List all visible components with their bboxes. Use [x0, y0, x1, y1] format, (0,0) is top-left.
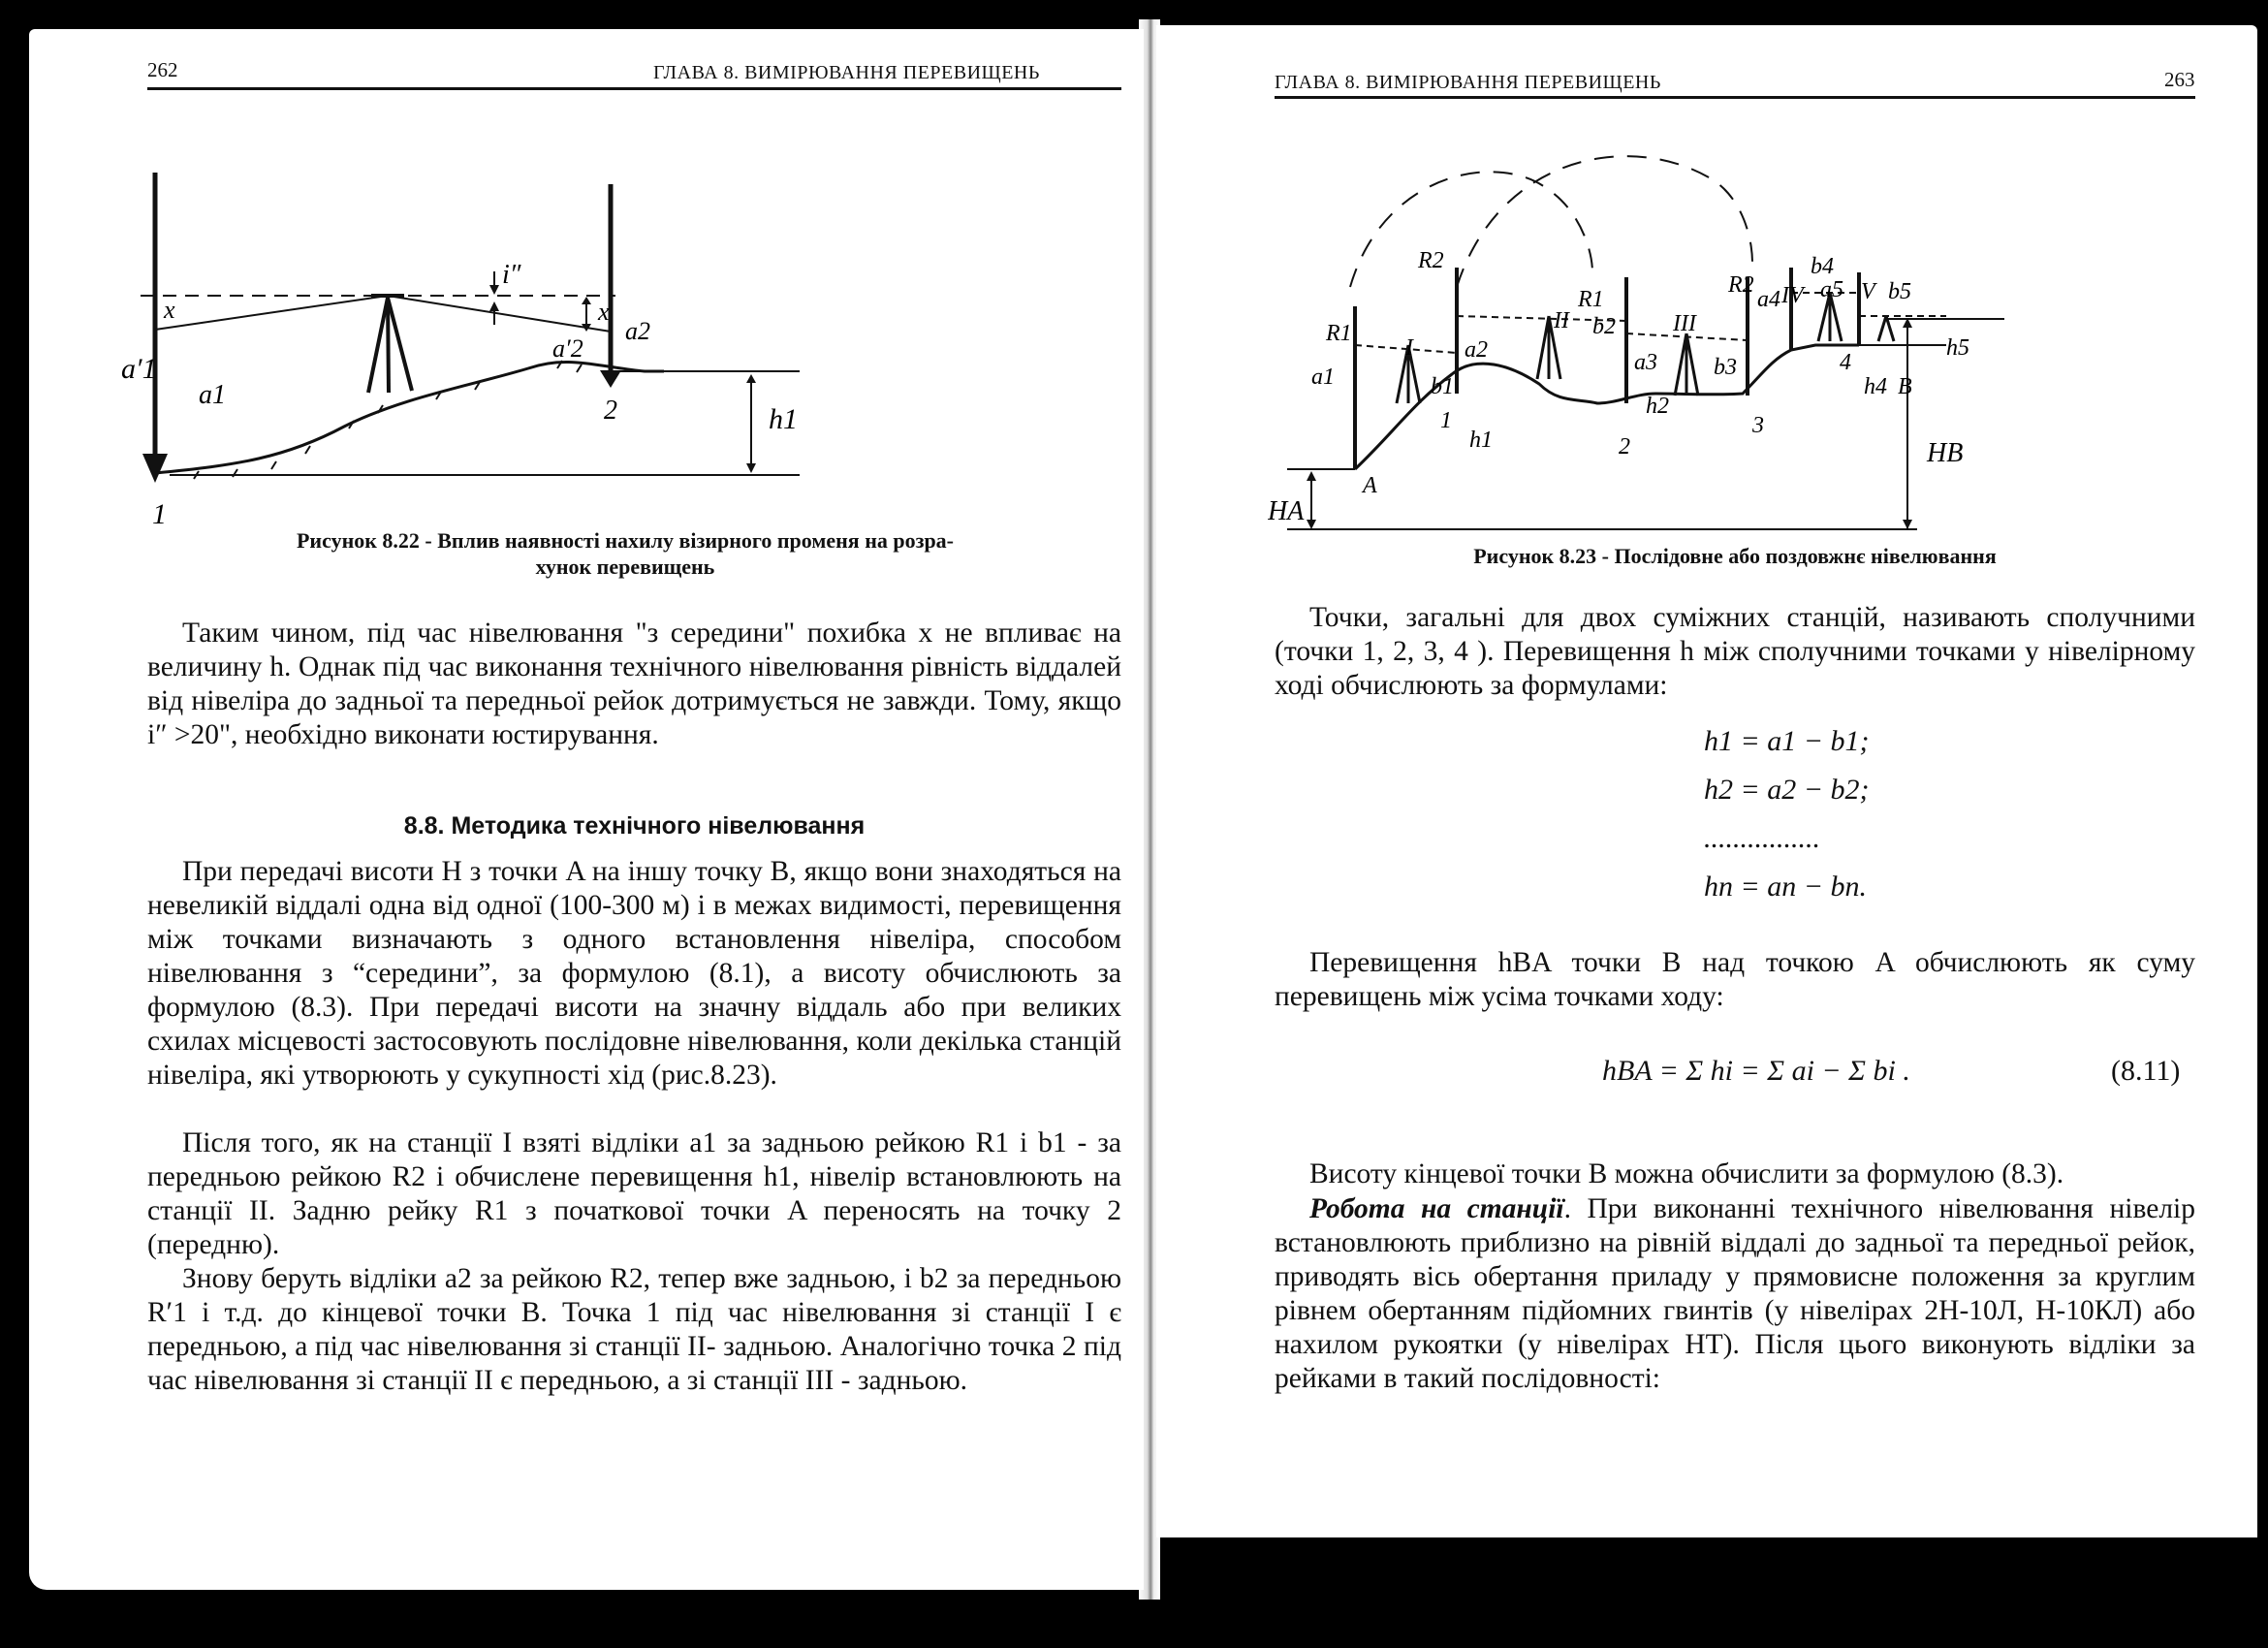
paragraph-1: Таким чином, під час нівелювання "з середини" похибка x не впливає на величину h. Однак під час виконання технічного нівелювання рівність віддалей від нівеліра до задньої та передньої рейок дотримується не завжди. Тому, якщо i″ >20", необхідно виконати юстирування. — [147, 618, 1121, 750]
label-h1: h1 — [1469, 428, 1493, 453]
label-p2: 2 — [1619, 434, 1630, 460]
label-p1: 1 — [1440, 408, 1452, 433]
label-a1: a1 — [1311, 364, 1335, 390]
label-x-left: x — [164, 296, 175, 324]
label-a2: a2 — [625, 317, 650, 345]
label-a4: a4 — [1757, 287, 1780, 312]
label-a1: a1 — [199, 380, 226, 410]
figure-8-23 — [1268, 112, 2218, 558]
label-a1-prime: a′1 — [121, 353, 157, 385]
formula-h1: h1 = a1 − b1; — [1704, 725, 1870, 757]
label-R1: R1 — [1326, 321, 1352, 346]
label-a2: a2 — [1465, 337, 1488, 363]
label-b1: b1 — [1431, 374, 1454, 399]
figure-8-22 — [121, 145, 1052, 533]
label-II: II — [1554, 308, 1569, 333]
label-h4: h4 — [1864, 374, 1887, 399]
label-b2: b2 — [1592, 314, 1616, 339]
paragraph-3: Висоту кінцевої точки B можна обчислити за формулою (8.3). — [1309, 1158, 2064, 1189]
label-V: V — [1861, 279, 1875, 304]
paragraph-2: Перевищення hBA точки B над точкою A обчислюють як суму перевищень між усіма точками ходу: — [1275, 947, 2195, 1012]
label-III: III — [1673, 311, 1696, 336]
label-x-right: x — [598, 298, 610, 326]
label-HB: HB — [1927, 438, 1964, 468]
label-R2b: R2 — [1728, 272, 1754, 298]
equation-number: (8.11) — [2111, 1055, 2181, 1087]
label-i: i″ — [502, 260, 521, 290]
label-point-2: 2 — [604, 396, 617, 426]
paragraph-4: Робота на станції. При виконанні технічного нівелювання нівелір встановлюють приблизно на рівній віддалі до задньої та передньої рейок, приводять вісь обертання приладу у прямовисне положення за круглим рівнем обертанням підйомних гвинтів (у нівелірах 2Н-10Л, Н-10КЛ) або нахилом рукоятки (у нівелірах НТ). Після цього виконують відліки за рейками в такий послідовності: — [1275, 1193, 2195, 1394]
label-a2-prime: a′2 — [552, 334, 583, 363]
label-b5: b5 — [1888, 279, 1911, 304]
formula-hn: hn = an − bn. — [1704, 871, 1867, 903]
label-h5: h5 — [1946, 335, 1969, 361]
label-IV: IV — [1781, 283, 1804, 308]
label-R2: R2 — [1418, 248, 1444, 273]
figure-8-22-caption: Рисунок 8.22 - Вплив наявності нахилу візирного променя на розра- хунок перевищень — [296, 528, 955, 579]
page-number: 263 — [2164, 68, 2195, 91]
label-R1b: R1 — [1578, 287, 1604, 312]
label-HA: HA — [1268, 496, 1305, 526]
label-p3: 3 — [1752, 413, 1764, 438]
label-B: B — [1898, 374, 1912, 399]
label-A: A — [1363, 473, 1377, 498]
label-point-1: 1 — [152, 498, 167, 530]
right-page — [1156, 25, 2257, 1537]
running-head: ГЛАВА 8. ВИМІРЮВАННЯ ПЕРЕВИЩЕНЬ — [1275, 72, 1661, 93]
page-number: 262 — [147, 58, 178, 81]
label-b3: b3 — [1714, 355, 1737, 380]
label-h2: h2 — [1646, 394, 1669, 419]
label-a5: a5 — [1820, 277, 1843, 302]
paragraph-1: Точки, загальні для двох суміжних станцій, називають сполучними (точки 1, 2, 3, 4 ). Перевищення h між сполучними точками у нівелірному ході обчислюють за формулами: — [1275, 602, 2195, 701]
paragraph-2: При передачі висоти H з точки A на іншу точку B, якщо вони знаходяться на невеликій віддалі одна від одної (100-300 м) і в межах видимості, перевищення між точками визначають з одного встановлення нівеліра, способом нівелювання з “середини”, за формулою (8.1), а висоту обчислюють за формулою (8.3). При передачі висоти на значну віддаль або при великих схилах місцевості застосовують послідовне нівелювання, коли декілька станцій нівеліра, які утворюють у сукупності хід (рис.8.23). — [147, 856, 1121, 1091]
left-page — [29, 29, 1144, 1590]
paragraph-4: Знову беруть відліки a2 за рейкою R2, тепер вже задньою, і b2 за передньою R′1 і т.д. до кінцевої точки B. Точка 1 під час нівелювання зі станції I є передньою, а під час нівелювання зі станції II- задньою. Аналогічно точка 2 під час нівелювання зі станції II є передньою, а зі станції III - задньою. — [147, 1263, 1121, 1396]
label-a3: a3 — [1634, 350, 1657, 375]
formula-ellipsis: ................ — [1704, 822, 1820, 854]
label-b4: b4 — [1811, 254, 1834, 279]
running-head: ГЛАВА 8. ВИМІРЮВАННЯ ПЕРЕВИЩЕНЬ — [653, 62, 1040, 83]
label-p4: 4 — [1840, 350, 1851, 375]
header-rule — [1275, 96, 2195, 99]
label-I: I — [1405, 335, 1413, 361]
label-h1: h1 — [769, 403, 798, 435]
header-rule — [147, 87, 1121, 90]
figure-8-23-caption: Рисунок 8.23 - Послідовне або поздовжнє нівелювання — [1473, 544, 1997, 568]
paragraph-3: Після того, як на станції I взяті відліки a1 за задньою рейкою R1 і b1 - за передньою рейкою R2 і обчислене перевищення h1, нівелір встановлюють на станції II. Задню рейку R1 з початкової точки A переносять на точку 2 (передню). — [147, 1127, 1121, 1260]
run-in-heading: Робота на станції — [1309, 1193, 1564, 1224]
equation-8-11: hBA = Σ hi = Σ ai − Σ bi . — [1602, 1055, 1910, 1087]
formula-h2: h2 = a2 − b2; — [1704, 774, 1870, 806]
section-heading: 8.8. Методика технічного нівелювання — [403, 812, 866, 840]
